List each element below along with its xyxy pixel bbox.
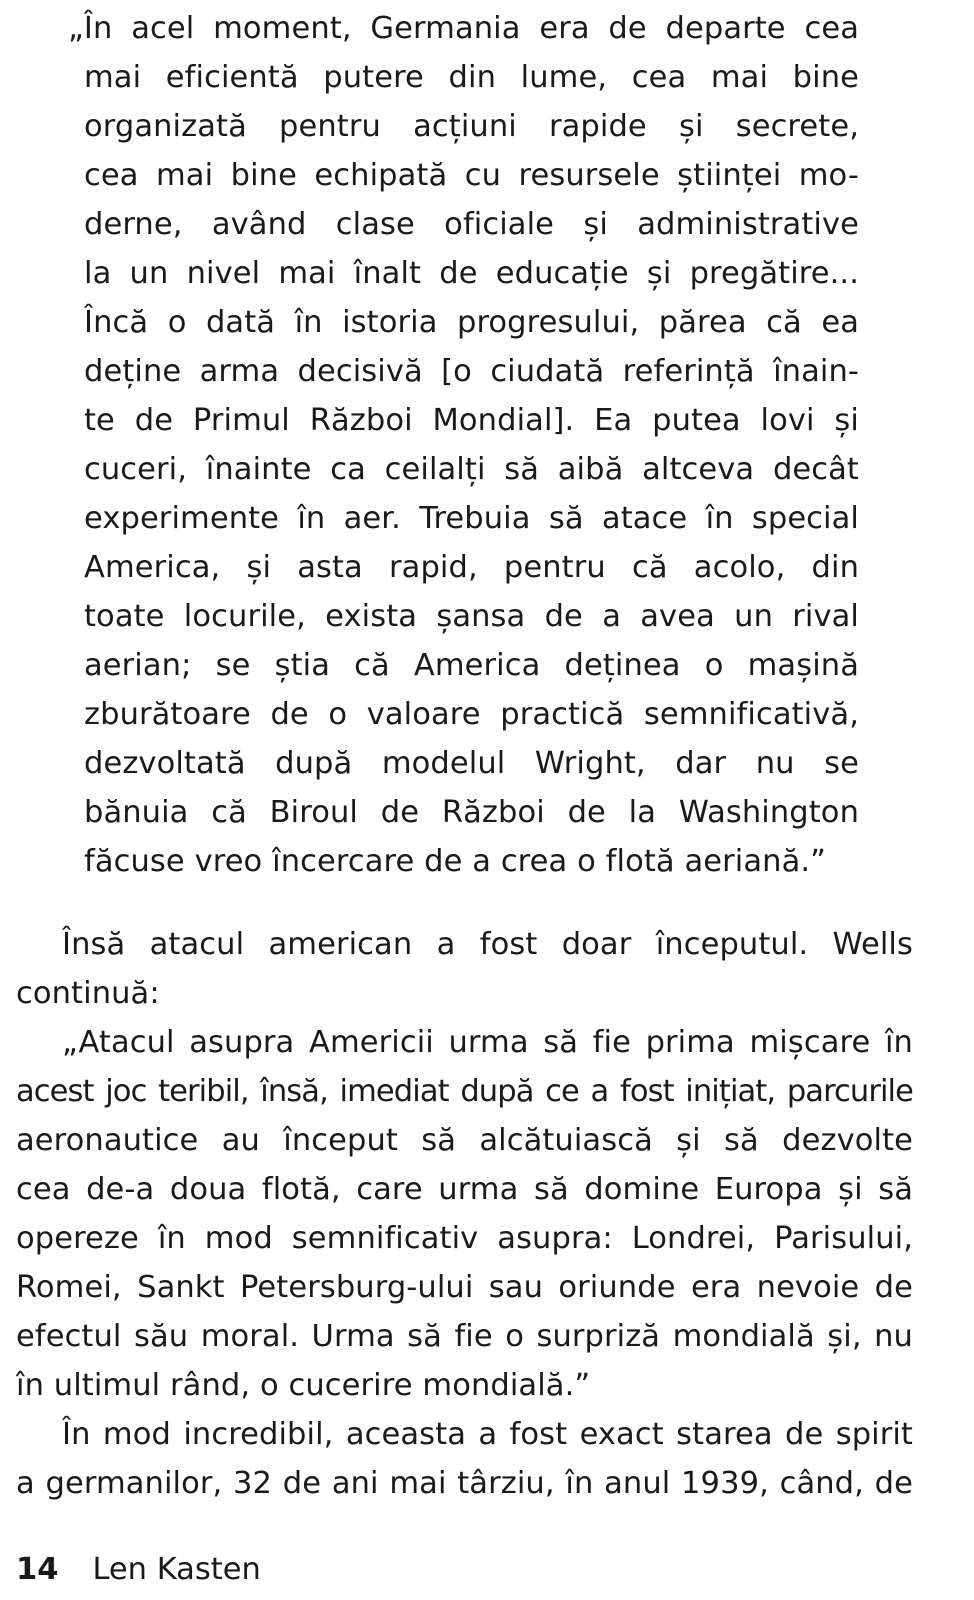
quote-line: aerian; se știa că America deținea o mașină [84,648,859,683]
paragraph-line: „Atacul asupra Americii urma să fie prima mișcare în [62,1025,913,1060]
quote-line: cea mai bine echipată cu resursele științei mo- [84,158,859,193]
paragraph-line: a germanilor, 32 de ani mai târziu, în anul 1939, când, de [16,1466,913,1501]
quote-line: cuceri, înainte ca ceilalți să aibă altceva decât [84,452,859,487]
quote-line: toate locurile, exista șansa de a avea un rival [84,599,859,634]
quote-line: dezvoltată după modelul Wright, dar nu se [84,746,859,781]
quote-line: făcuse vreo încercare de a crea o flotă aeriană.” [84,844,827,879]
quote-line: experimente în aer. Trebuia să atace în special [84,501,859,536]
quote-line: la un nivel mai înalt de educație și pregătire... [84,256,859,291]
quote-line: Încă o dată în istoria progresului, părea că ea [84,305,859,340]
paragraph-line: În mod incredibil, aceasta a fost exact starea de spirit [62,1417,913,1452]
paragraph-line: Însă atacul american a fost doar începutul. Wells [62,927,913,962]
paragraph-line: cea de-a doua flotă, care urma să domine Europa și să [16,1172,913,1207]
paragraph-line: opereze în mod semnificativ asupra: Londrei, Parisului, [16,1221,913,1256]
paragraph-line: în ultimul rând, o cucerire mondială.” [16,1368,591,1403]
quote-line: derne, având clase oficiale și administrative [84,207,859,242]
running-footer-author: Len Kasten [92,1552,261,1587]
paragraph-line: Romei, Sankt Petersburg-ului sau oriunde era nevoie de [16,1270,913,1305]
quote-line: mai eficientă putere din lume, cea mai bine [84,60,859,95]
quote-line: America, și asta rapid, pentru că acolo, din [84,550,859,585]
page-footer [16,1548,261,1592]
paragraph-line: aeronautice au început să alcătuiască și să dezvolte [16,1123,913,1158]
quote-line: organizată pentru acțiuni rapide și secrete, [84,109,859,144]
quote-line: bănuia că Biroul de Război de la Washington [84,795,859,830]
quote-line: zburătoare de o valoare practică semnificativă, [84,697,859,732]
quote-line: „În acel moment, Germania era de departe cea [68,11,859,46]
quote-line: te de Primul Război Mondial]. Ea putea lovi și [84,403,859,438]
page-number: 14 [16,1552,59,1587]
paragraph-line: efectul său moral. Urma să fie o surpriză mondială și, nu [16,1319,913,1354]
paragraph-line: continuă: [16,976,160,1011]
quote-line: deține arma decisivă [o ciudată referință înain- [84,354,859,389]
paragraph-line: acest joc teribil, însă, imediat după ce a fost inițiat, parcurile [16,1074,913,1109]
